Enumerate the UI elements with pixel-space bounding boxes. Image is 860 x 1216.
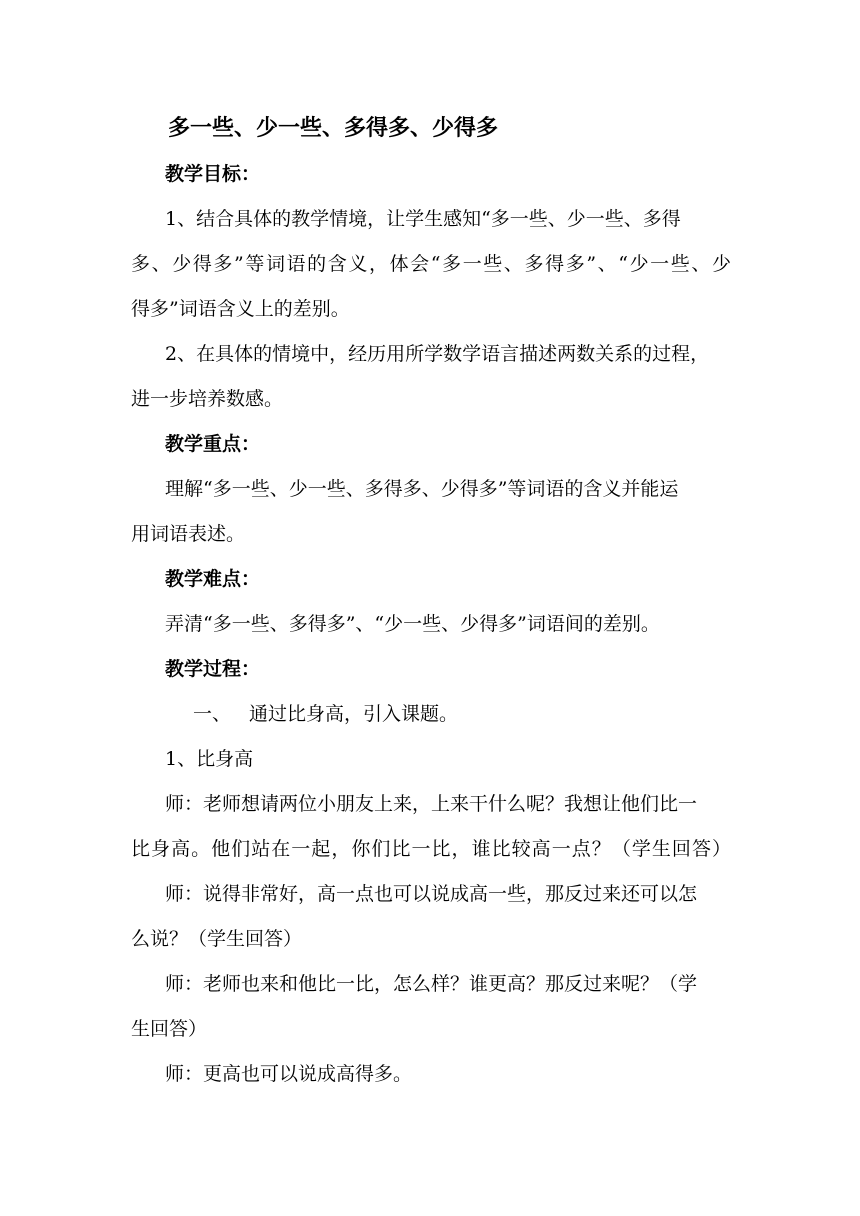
dialog-2-line-1: 师：说得非常好，高一点也可以说成高一些，那反过来还可以怎 [165,883,698,905]
dialog-3-line-1: 师：老师也来和他比一比，怎么样？谁更高？那反过来呢？（学 [165,973,698,995]
key-points-heading: 教学重点： [165,433,261,455]
objective-1-line-3: 得多”词语含义上的差别。 [131,298,350,320]
dialog-1-line-2: 比身高。他们站在一起，你们比一比，谁比较高一点？（学生回答） [131,838,731,860]
objective-1-line-2: 多、少得多”等词语的含义，体会“多一些、多得多”、“少一些、少 [131,253,731,275]
dialog-3-line-2: 生回答） [131,1018,208,1040]
process-part-1-text: 通过比身高，引入课题。 [249,703,459,725]
objective-1-line-1: 1、结合具体的教学情境，让学生感知“多一些、少一些、多得 [165,208,681,230]
difficulties-heading: 教学难点： [165,568,261,590]
dialog-1-line-1: 师：老师想请两位小朋友上来，上来干什么呢？我想让他们比一 [165,793,698,815]
document-title: 多一些、少一些、多得多、少得多 [168,115,499,141]
process-heading: 教学过程： [165,658,261,680]
dialog-2-line-2: 么说？（学生回答） [131,928,303,950]
objective-2-line-2: 进一步培养数感。 [131,388,284,410]
process-part-1-number: 一、 [193,703,232,725]
step-1-title: 1、比身高 [165,748,254,770]
objectives-heading: 教学目标： [165,163,261,185]
difficulty-line-1: 弄清“多一些、多得多”、“少一些、少得多”词语间的差别。 [165,613,660,635]
dialog-4-line-1: 师：更高也可以说成高得多。 [165,1063,413,1085]
key-point-line-1: 理解“多一些、少一些、多得多、少得多”等词语的含义并能运 [165,478,679,500]
key-point-line-2: 用词语表述。 [131,523,246,545]
process-part-1 [193,702,793,726]
objective-2-line-1: 2、在具体的情境中，经历用所学数学语言描述两数关系的过程， [165,343,710,365]
